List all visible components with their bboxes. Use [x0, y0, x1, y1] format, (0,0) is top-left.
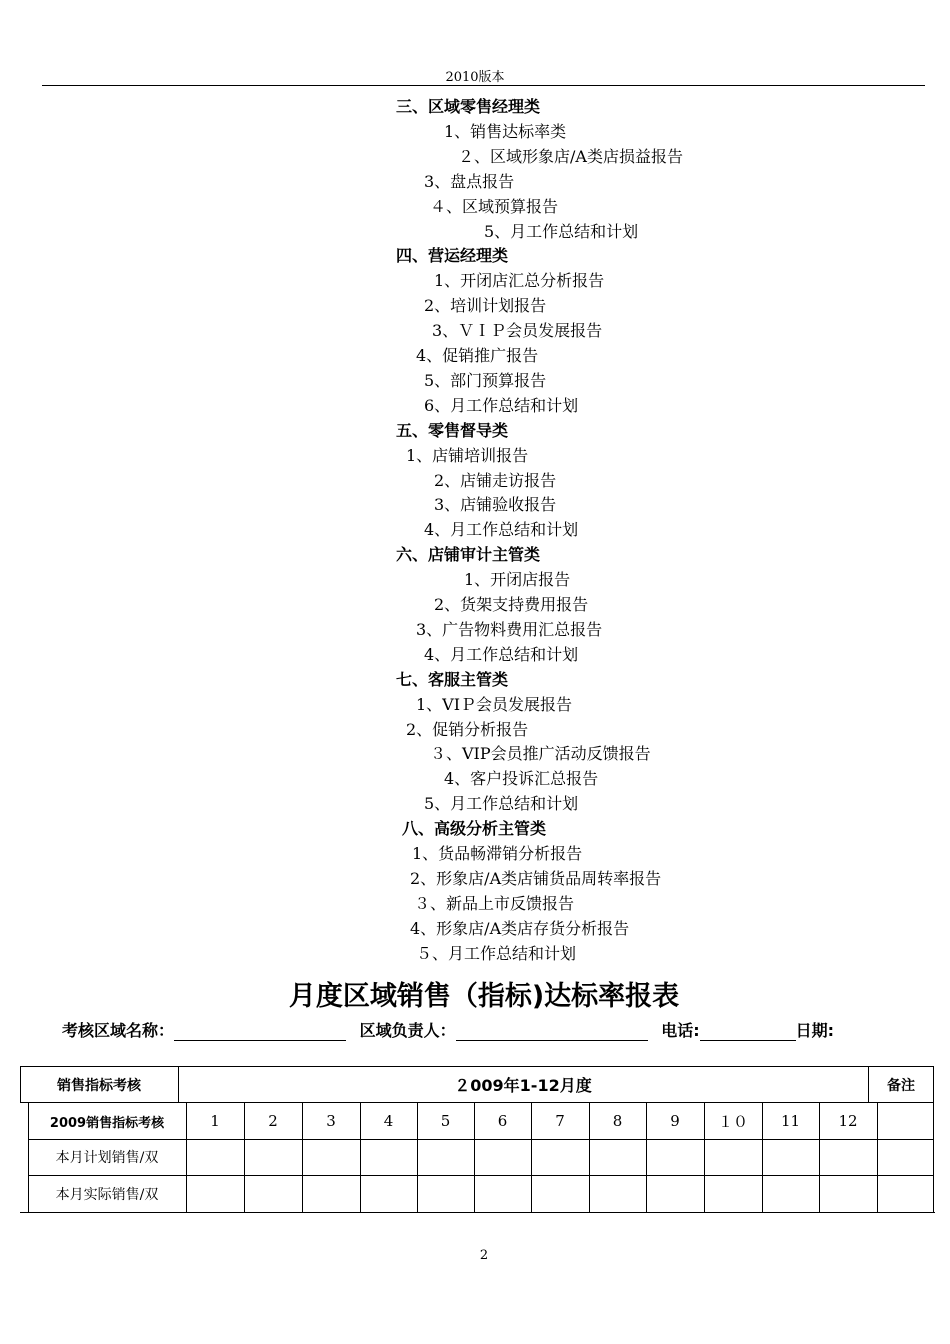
section-heading: 五、零售督导类	[396, 420, 509, 440]
report-meta	[62, 1018, 834, 1041]
header-mid: ２009年1-12月度	[454, 1076, 592, 1095]
outline-item: 5、部门预算报告	[424, 370, 547, 390]
month-header: １０	[717, 1112, 748, 1131]
outline-item: 5、月工作总结和计划	[424, 794, 579, 814]
table-rule	[20, 1212, 935, 1213]
outline-item: ４、区域预算报告	[430, 196, 559, 216]
date-label: 日期:	[795, 1021, 834, 1040]
month-header: 2	[268, 1112, 278, 1130]
outline-item: ３、VIP会员推广活动反馈报告	[430, 744, 651, 764]
report-title: 月度区域销售（指标)达标率报表	[288, 981, 680, 1012]
outline-item: 6、月工作总结和计划	[424, 395, 579, 415]
month-header: 1	[210, 1112, 220, 1130]
header-rule	[42, 85, 925, 86]
month-header: 8	[612, 1112, 623, 1130]
section-heading: 八、高级分析主管类	[402, 819, 547, 839]
month-header: 9	[670, 1112, 680, 1130]
outline-item: ３、新品上市反馈报告	[414, 893, 575, 913]
outline-item: 4、促销推广报告	[416, 346, 539, 365]
month-header: 3	[326, 1112, 336, 1130]
outline-item: 1、货品畅滞销分析报告	[412, 844, 583, 863]
outline-item: 2、培训计划报告	[424, 296, 547, 316]
section-heading: 七、客服主管类	[396, 669, 509, 689]
outline-item: 3、广告物料费用汇总报告	[416, 619, 603, 639]
outline-item: 2、促销分析报告	[406, 719, 529, 739]
outline-item: 3、店铺验收报告	[434, 495, 557, 515]
month-header: 4	[383, 1112, 394, 1130]
outline-item: 3、ＶＩＰ会员发展报告	[432, 321, 603, 341]
outline-item: 1、店铺培训报告	[406, 445, 529, 465]
outline-item: 4、形象店/A类店存货分析报告	[410, 918, 630, 938]
outline-item: 2、形象店/A类店铺货品周转率报告	[410, 868, 662, 888]
row-label: 本月计划销售/双	[55, 1150, 159, 1166]
month-header: 5	[440, 1112, 451, 1130]
page-number: 2	[479, 1248, 489, 1263]
region-label: 考核区域名称：	[62, 1021, 175, 1040]
section-heading: 四、营运经理类	[396, 246, 509, 266]
header-right: 备注	[887, 1077, 915, 1094]
row-head: 2009销售指标考核	[49, 1115, 165, 1131]
section-heading: 三、区域零售经理类	[396, 97, 541, 116]
month-header: 11	[780, 1112, 801, 1130]
outline-item: 5、月工作总结和计划	[484, 221, 639, 241]
header-left: 销售指标考核	[57, 1077, 141, 1094]
manager-label: 区域负责人：	[359, 1021, 456, 1040]
phone-blank	[700, 1022, 796, 1041]
outline-item: 2、店铺走访报告	[434, 470, 557, 490]
outline-item: 4、月工作总结和计划	[424, 520, 579, 540]
outline-item: ２、区域形象店/A类店损益报告	[458, 146, 683, 166]
outline-item: 1、开闭店汇总分析报告	[434, 271, 605, 291]
outline-item: 1、开闭店报告	[464, 570, 571, 590]
row-label: 本月实际销售/双	[55, 1186, 159, 1203]
section-heading: 六、店铺审计主管类	[396, 545, 541, 565]
outline-item: 3、盘点报告	[424, 171, 515, 191]
outline-item: 4、客户投诉汇总报告	[444, 769, 599, 789]
header-version: 2010版本	[445, 70, 505, 85]
phone-label: 电话:	[661, 1021, 700, 1040]
table-rule	[933, 1103, 934, 1212]
table-rule	[877, 1103, 878, 1212]
outline-item: 1、销售达标率类	[444, 121, 567, 141]
region-blank	[174, 1022, 346, 1041]
outline-item: 1、VIＰ会员发展报告	[416, 694, 573, 714]
outline-item: 4、月工作总结和计划	[424, 644, 579, 664]
manager-blank	[456, 1022, 648, 1041]
month-header: 6	[497, 1112, 508, 1130]
month-header: 12	[838, 1112, 858, 1130]
outline-item: ５、月工作总结和计划	[416, 943, 577, 963]
outline-item: 2、货架支持费用报告	[434, 595, 589, 614]
month-header: 7	[555, 1112, 565, 1130]
